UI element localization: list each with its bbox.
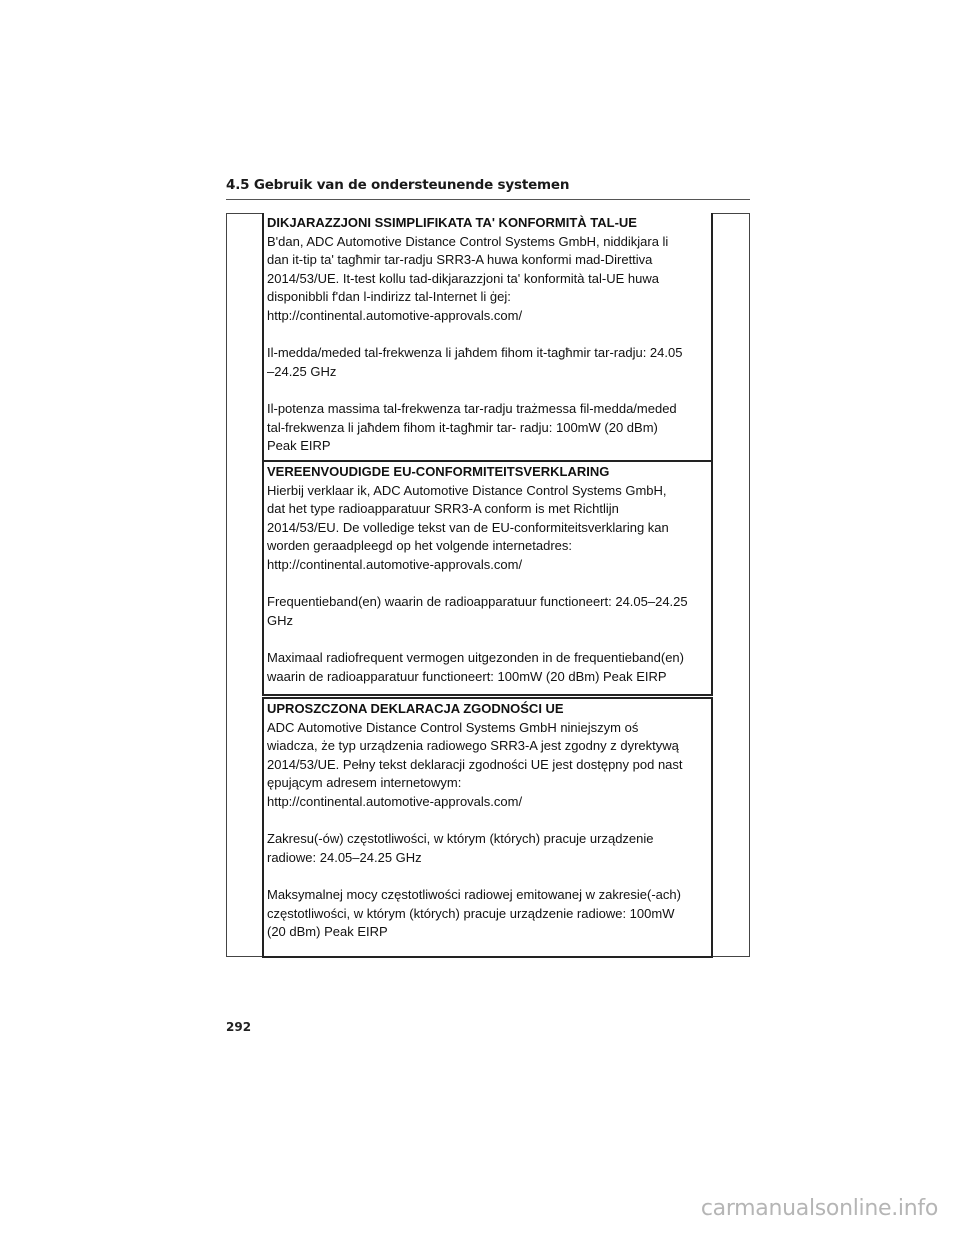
page-number: 292: [226, 1020, 252, 1034]
declaration-paragraph: Maksymalnej mocy częstotliwości radiowej emitowanej w zakresie(-ach) częstotliwości, w którym (których) pracuje urządzenie radiowe: 100mW (20 dBm) Peak EIRP: [267, 886, 681, 940]
declaration-paragraph: Il-potenza massima tal-frekwenza tar-radju trażmessa fil-medda/meded tal-frekwenza li jaħdem fihom it-tagħmir tar- radju: 100mW (20 dBm) Peak EIRP: [267, 400, 677, 454]
declaration-box-dutch: [262, 462, 713, 696]
declaration-title: VEREENVOUDIGDE EU-CONFORMITEITSVERKLARING: [267, 464, 610, 479]
section-title: 4.5 Gebruik van de ondersteunende systemen: [226, 177, 570, 193]
declaration-paragraph: Frequentieband(en) waarin de radioapparatuur functioneert: 24.05–24.25 GHz: [267, 594, 688, 628]
declaration-paragraph: Maximaal radiofrequent vermogen uitgezonden in de frequentieband(en) waarin de radioapparatuur functioneert: 100mW (20 dBm) Peak EIRP: [267, 649, 684, 684]
declaration-title: DIKJARAZZJONI SSIMPLIFIKATA TA' KONFORMITÀ TAL-UE: [267, 215, 637, 230]
declaration-box-polish: [262, 697, 713, 958]
declaration-paragraph: Zakresu(-ów) częstotliwości, w którym (których) pracuje urządzenie radiowe: 24.05–24.25 GHz: [267, 831, 654, 865]
declaration-title: UPROSZCZONA DEKLARACJA ZGODNOŚCI UE: [267, 701, 564, 716]
declaration-paragraph: ADC Automotive Distance Control Systems GmbH niniejszym oś wiadcza, że typ urządzenia radiowego SRR3-A jest zgodny z dyrektywą 2014/53/UE. Pełny tekst deklaracji zgodności UE jest dostępny pod nast ępującym adresem internetowym: http://continental.automotive-approvals.com/: [267, 719, 683, 809]
header-divider: [226, 199, 750, 200]
watermark: carmanualsonline.info: [700, 1196, 938, 1221]
declaration-paragraph: Il-medda/meded tal-frekwenza li jaħdem fihom it-tagħmir tar-radju: 24.05 –24.25 GHz: [267, 345, 683, 379]
declaration-box-maltese: [262, 213, 713, 462]
declaration-paragraph: B'dan, ADC Automotive Distance Control Systems GmbH, niddikjara li dan it-tip ta' tagħmir tar-radju SRR3-A huwa konformi mad-Direttiva 2014/53/UE. It-test kollu tad-dikjarazzjoni ta' konformità tal-UE huwa disponibbli f'dan l-indirizz tal-Internet li ġej: http://continental.automotive-approvals.com/: [267, 233, 669, 323]
declaration-paragraph: Hierbij verklaar ik, ADC Automotive Distance Control Systems GmbH, dat het type radioapparatuur SRR3-A conform is met Richtlijn 2014/53/EU. De volledige tekst van de EU-conformiteitsverklaring kan worden geraadpleegd op het volgende internetadres: http://continental.automotive-approvals.com/: [267, 482, 669, 572]
